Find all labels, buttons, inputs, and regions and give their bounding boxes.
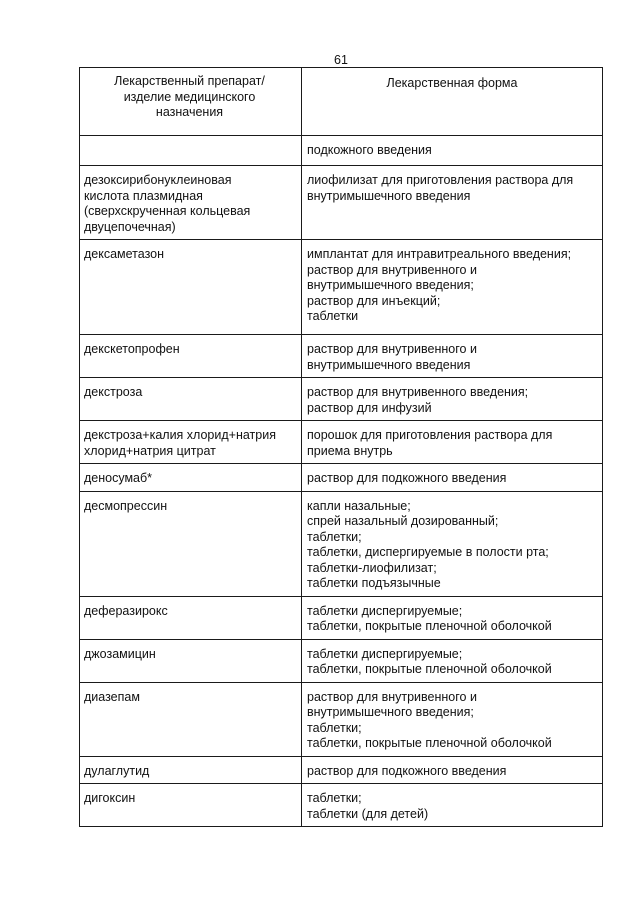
table-row — [80, 784, 603, 827]
drug-name: декстроза+калия хлорид+натрия хлорид+натрия цитрат — [84, 428, 276, 458]
table-row — [80, 240, 603, 335]
dosage-form-cell — [302, 464, 603, 492]
drug-name-cell — [80, 639, 302, 682]
dosage-form: раствор для подкожного введения — [307, 471, 507, 485]
page-number: 61 — [334, 53, 348, 67]
dosage-form: раствор для внутривенного введения; раствор для инфузий — [307, 385, 529, 415]
drug-name-cell — [80, 166, 302, 240]
drug-name-cell — [80, 491, 302, 596]
drug-name: джозамицин — [84, 646, 156, 661]
dosage-form: порошок для приготовления раствора для приема внутрь — [307, 428, 553, 458]
drug-table — [79, 67, 603, 827]
table-row — [80, 639, 603, 682]
table-row — [80, 756, 603, 784]
dosage-form: капли назальные; спрей назальный дозированный; таблетки; таблетки, диспергируемые в полости рта; таблетки-лиофилизат; таблетки подъязычные — [307, 498, 549, 590]
table-row — [80, 682, 603, 756]
drug-name-cell — [80, 682, 302, 756]
table-row — [80, 596, 603, 639]
drug-name-cell — [80, 756, 302, 784]
header-drug-name-text: Лекарственный препарат/ изделие медицинского назначения — [114, 74, 265, 119]
dosage-form: таблетки диспергируемые; таблетки, покрытые пленочной оболочкой — [307, 603, 552, 633]
dosage-form: раствор для внутривенного и внутримышечного введения — [307, 342, 477, 372]
dosage-form-cell — [302, 240, 603, 335]
drug-name: десмопрессин — [84, 498, 168, 513]
drug-name-cell — [80, 784, 302, 827]
drug-name: дезоксирибонуклеиновая кислота плазмидная (сверхскрученная кольцевая двуцепочечная) — [84, 173, 251, 234]
dosage-form-cell — [302, 682, 603, 756]
drug-name-cell — [80, 421, 302, 464]
table-row — [80, 136, 603, 166]
dosage-form: лиофилизат для приготовления раствора для внутримышечного введения — [307, 173, 574, 203]
drug-name-cell — [80, 596, 302, 639]
drug-name: дигоксин — [84, 791, 136, 805]
table-row — [80, 378, 603, 421]
drug-name-cell — [80, 464, 302, 492]
dosage-form-cell — [302, 491, 603, 596]
drug-name: декскетопрофен — [84, 342, 180, 356]
dosage-form-cell — [302, 784, 603, 827]
dosage-form-cell — [302, 136, 603, 166]
table-row — [80, 335, 603, 378]
dosage-form: раствор для внутривенного и внутримышечного введения; таблетки; таблетки, покрытые пленочной оболочкой — [307, 689, 552, 750]
dosage-form-cell — [302, 378, 603, 421]
table-header-row — [80, 68, 603, 136]
dosage-form: подкожного введения — [307, 143, 432, 157]
table-row — [80, 166, 603, 240]
dosage-form-cell — [302, 596, 603, 639]
drug-name-cell — [80, 136, 302, 166]
table-row — [80, 421, 603, 464]
drug-name-cell — [80, 335, 302, 378]
drug-name-cell — [80, 240, 302, 335]
dosage-form-cell — [302, 166, 603, 240]
dosage-form-cell — [302, 335, 603, 378]
dosage-form-cell — [302, 756, 603, 784]
dosage-form-cell — [302, 421, 603, 464]
drug-name: деносумаб* — [84, 471, 153, 485]
table-row — [80, 464, 603, 492]
dosage-form-cell — [302, 639, 603, 682]
drug-name: диазепам — [84, 689, 140, 704]
dosage-form: таблетки диспергируемые; таблетки, покрытые пленочной оболочкой — [307, 646, 552, 676]
drug-name-cell — [80, 378, 302, 421]
drug-name: дулаглутид — [84, 763, 150, 778]
table-row — [80, 491, 603, 596]
dosage-form: раствор для подкожного введения — [307, 763, 507, 778]
dosage-form: таблетки; таблетки (для детей) — [307, 791, 429, 821]
dosage-form: имплантат для интравитреального введения; раствор для внутривенного и внутримышечного введения; раствор для инъекций; таблетки — [307, 247, 572, 323]
header-dosage-form-text: Лекарственная форма — [386, 76, 518, 90]
drug-name: декстроза — [84, 385, 143, 399]
drug-name: деферазирокс — [84, 603, 168, 618]
drug-name: дексаметазон — [84, 247, 165, 261]
header-drug-name — [80, 68, 302, 136]
header-dosage-form — [302, 68, 603, 136]
